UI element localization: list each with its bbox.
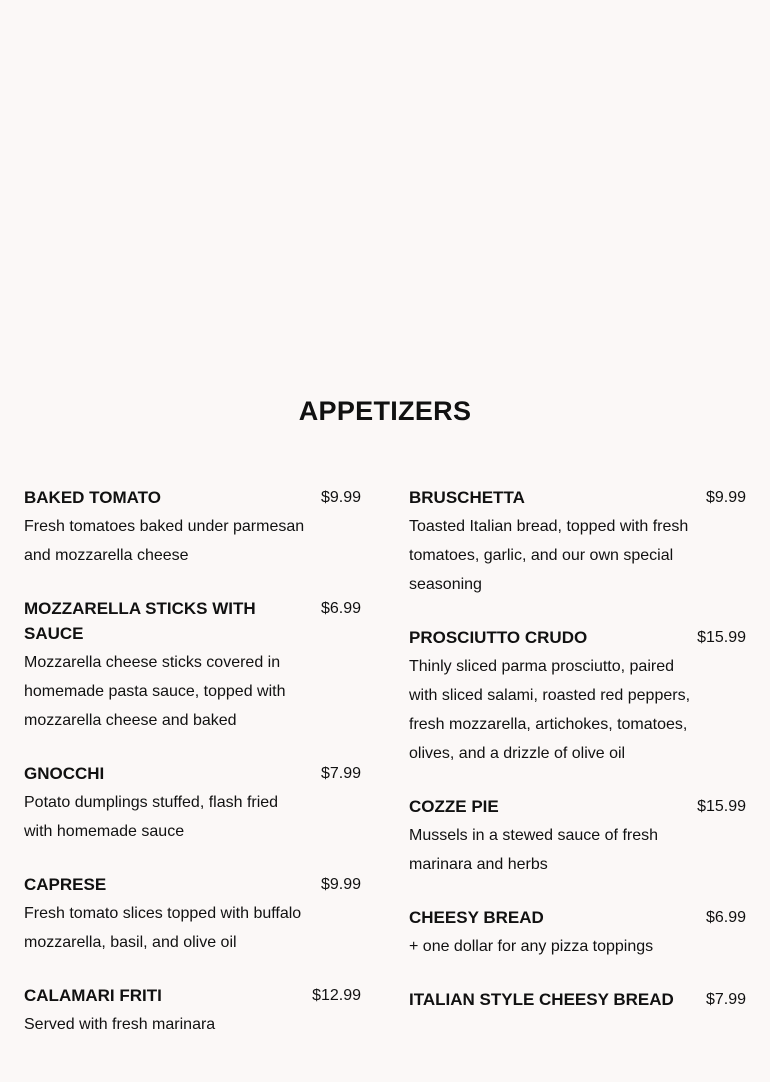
menu-item-price: $7.99 bbox=[320, 765, 361, 782]
menu-item-description: Mozzarella cheese sticks covered in homemade pasta sauce, topped with mozzarella cheese and baked bbox=[24, 654, 286, 729]
menu-item-header bbox=[24, 983, 361, 1008]
menu-item-description: Mussels in a stewed sauce of fresh marinara and herbs bbox=[409, 827, 659, 873]
menu-column-left bbox=[24, 485, 361, 1065]
menu-item-price: $9.99 bbox=[320, 876, 361, 893]
menu-item bbox=[24, 872, 361, 957]
menu-item-header bbox=[24, 485, 361, 510]
menu-item-name: MOZZARELLA STICKS WITH SAUCE bbox=[24, 599, 256, 643]
menu-item-name: GNOCCHI bbox=[24, 764, 105, 783]
menu-item bbox=[24, 596, 361, 735]
menu-item-name: CHEESY BREAD bbox=[409, 908, 544, 927]
menu-item bbox=[409, 625, 746, 768]
menu-item-header bbox=[409, 485, 746, 510]
menu-item-price: $7.99 bbox=[705, 991, 746, 1008]
menu-item-name: ITALIAN STYLE CHEESY BREAD bbox=[409, 990, 674, 1009]
section-title: APPETIZERS bbox=[298, 396, 472, 426]
menu-item bbox=[409, 987, 746, 1012]
menu-item-description: Served with fresh marinara bbox=[24, 1016, 216, 1033]
menu-item-price: $15.99 bbox=[697, 629, 746, 646]
menu-column-right bbox=[409, 485, 746, 1038]
menu-item-price: $6.99 bbox=[320, 600, 361, 617]
menu-item-header bbox=[24, 872, 361, 897]
menu-item-header bbox=[409, 905, 746, 930]
menu-item-price: $15.99 bbox=[697, 798, 746, 815]
menu-item-name: PROSCIUTTO CRUDO bbox=[409, 628, 588, 647]
menu-item-header bbox=[409, 987, 746, 1012]
menu-item-header bbox=[409, 625, 746, 650]
menu-item-price: $9.99 bbox=[705, 489, 746, 506]
menu-item bbox=[409, 485, 746, 599]
menu-item-description: Fresh tomatoes baked under parmesan and mozzarella cheese bbox=[24, 518, 305, 564]
menu-item-header bbox=[409, 794, 746, 819]
menu-item-name: BRUSCHETTA bbox=[409, 488, 525, 507]
hero-blank-area bbox=[0, 0, 770, 380]
menu-item-price: $12.99 bbox=[312, 987, 361, 1004]
menu-item-name: BAKED TOMATO bbox=[24, 488, 161, 507]
menu-item-description: Fresh tomato slices topped with buffalo mozzarella, basil, and olive oil bbox=[24, 905, 302, 951]
menu-item bbox=[24, 485, 361, 570]
menu-item bbox=[409, 905, 746, 961]
menu-item-name: COZZE PIE bbox=[409, 797, 499, 816]
menu-item bbox=[409, 794, 746, 879]
menu-item-description: Toasted Italian bread, topped with fresh tomatoes, garlic, and our own special seasoning bbox=[409, 518, 689, 593]
menu-item bbox=[24, 983, 361, 1039]
menu-item-price: $9.99 bbox=[320, 489, 361, 506]
menu-item-name: CALAMARI FRITI bbox=[24, 986, 162, 1005]
menu-item-description: Potato dumplings stuffed, flash fried with homemade sauce bbox=[24, 794, 279, 840]
menu-item bbox=[24, 761, 361, 846]
menu-item-description: + one dollar for any pizza toppings bbox=[409, 938, 654, 955]
menu-item-description: Thinly sliced parma prosciutto, paired with sliced salami, roasted red peppers, fresh mozzarella, artichokes, tomatoes, olives, and a drizzle of olive oil bbox=[409, 658, 691, 762]
menu-item-price: $6.99 bbox=[705, 909, 746, 926]
menu-item-header bbox=[24, 761, 361, 786]
menu-item-name: CAPRESE bbox=[24, 875, 107, 894]
menu-item-header bbox=[24, 596, 361, 646]
